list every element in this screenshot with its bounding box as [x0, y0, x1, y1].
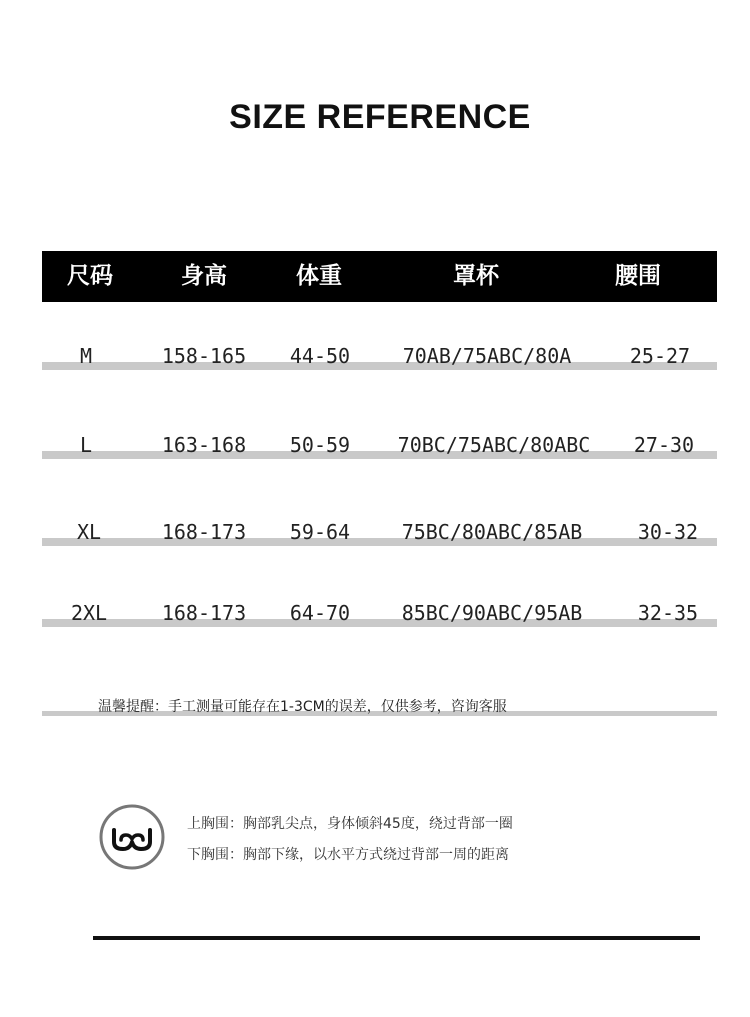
table-row	[0, 433, 750, 463]
cell-waist: 27-30	[633, 433, 695, 457]
bottom-divider	[93, 936, 700, 940]
bra-icon	[99, 804, 165, 870]
row-stripe	[42, 619, 717, 627]
cell-size: XL	[76, 520, 102, 544]
cell-weight: 50-59	[289, 433, 351, 457]
table-row	[0, 601, 750, 631]
cell-weight: 44-50	[289, 344, 351, 368]
lower-bust-text: 下胸围：胸部下缘，以水平方式绕过背部一周的距离	[187, 847, 509, 863]
row-stripe	[42, 538, 717, 546]
cell-size: 2XL	[70, 601, 108, 625]
header-size: 尺码	[67, 263, 113, 289]
cell-waist: 32-35	[637, 601, 699, 625]
cell-size: M	[79, 344, 93, 368]
table-row	[0, 344, 750, 374]
cell-weight: 64-70	[289, 601, 351, 625]
upper-bust-text: 上胸围：胸部乳尖点，身体倾斜45度，绕过背部一圈	[187, 816, 513, 832]
cell-cup: 75BC/80ABC/85AB	[401, 520, 583, 544]
cell-weight: 59-64	[289, 520, 351, 544]
tip-note	[0, 696, 750, 718]
cell-height: 163-168	[161, 433, 247, 457]
header-waist: 腰围	[615, 263, 661, 289]
row-stripe	[42, 362, 717, 370]
page-title: SIZE REFERENCE	[229, 98, 531, 136]
cell-size: L	[79, 433, 93, 457]
header-weight: 体重	[296, 263, 342, 289]
cell-cup: 70BC/75ABC/80ABC	[397, 433, 591, 457]
header-cup: 罩杯	[453, 263, 499, 289]
tip-text: 温馨提醒：手工测量可能存在1-3CM的误差，仅供参考，咨询客服	[98, 699, 507, 715]
table-header	[42, 251, 717, 302]
cell-height: 158-165	[161, 344, 247, 368]
cell-cup: 70AB/75ABC/80A	[402, 344, 572, 368]
cell-waist: 30-32	[637, 520, 699, 544]
row-stripe	[42, 451, 717, 459]
cell-height: 168-173	[161, 520, 247, 544]
cell-waist: 25-27	[629, 344, 691, 368]
cell-height: 168-173	[161, 601, 247, 625]
header-height: 身高	[181, 263, 227, 289]
table-row	[0, 520, 750, 550]
cell-cup: 85BC/90ABC/95AB	[401, 601, 583, 625]
